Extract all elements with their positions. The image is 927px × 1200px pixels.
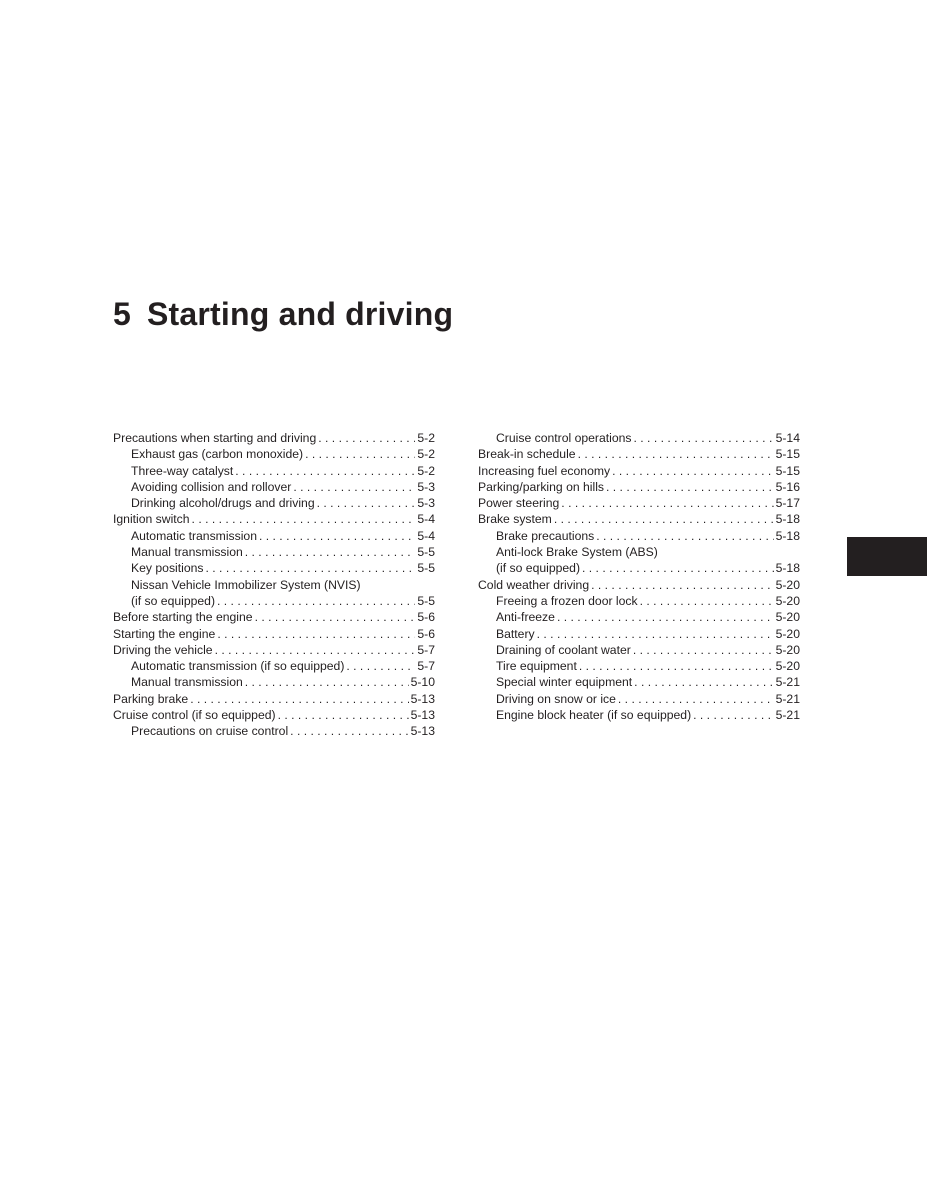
toc-entry[interactable] — [113, 528, 435, 544]
toc-entry-label: Precautions on cruise control — [131, 724, 289, 739]
toc-entry-label: Exhaust gas (carbon monoxide) — [131, 447, 304, 462]
toc-page-number: 5-3 — [417, 479, 435, 494]
toc-page-number: 5-6 — [417, 610, 435, 625]
dot-leader — [578, 446, 774, 462]
toc-entry[interactable] — [478, 479, 800, 495]
toc-page-number: 5-15 — [775, 447, 800, 462]
toc-page-number: 5-4 — [417, 528, 435, 543]
toc-page-number: 5-13 — [410, 724, 435, 739]
toc-page-number: 5-18 — [775, 528, 800, 543]
toc-entry-label: Brake system — [478, 512, 552, 527]
toc-entry-label: Tire equipment — [496, 659, 577, 674]
dot-leader — [190, 691, 408, 707]
toc-entry[interactable] — [113, 609, 435, 625]
toc-entry-label-cont: (if so equipped) — [496, 561, 581, 576]
dot-leader — [596, 528, 773, 544]
dot-leader — [215, 642, 416, 658]
toc-page-number: 5-3 — [417, 496, 435, 511]
toc-page-number: 5-21 — [775, 708, 800, 723]
dot-leader — [618, 691, 774, 707]
toc-entry[interactable] — [478, 528, 800, 544]
toc-entry[interactable] — [478, 707, 800, 723]
toc-entry-label: Ignition switch — [113, 512, 190, 527]
toc-entry[interactable] — [113, 626, 435, 642]
dot-leader — [192, 511, 416, 527]
toc-entry[interactable] — [478, 642, 800, 658]
toc-entry-label: Key positions — [131, 561, 204, 576]
toc-entry[interactable] — [113, 691, 435, 707]
toc-page-number: 5-15 — [775, 463, 800, 478]
dot-leader — [634, 430, 774, 446]
toc-entry-label: Automatic transmission — [131, 528, 257, 543]
toc-entry[interactable] — [478, 495, 800, 511]
toc-entry-label: Driving on snow or ice — [496, 691, 616, 706]
toc-entry[interactable] — [478, 446, 800, 462]
toc-entry[interactable] — [113, 430, 435, 446]
toc-entry[interactable] — [478, 626, 800, 642]
dot-leader — [255, 609, 416, 625]
toc-entry-label: Driving the vehicle — [113, 642, 213, 657]
dot-leader — [206, 560, 416, 576]
toc-page-number: 5-20 — [775, 642, 800, 657]
toc-entry[interactable] — [113, 723, 435, 739]
dot-leader — [217, 626, 415, 642]
toc-entry-label: Draining of coolant water — [496, 642, 631, 657]
toc-page-number: 5-4 — [417, 512, 435, 527]
toc-left-column — [113, 430, 435, 740]
toc-page-number: 5-13 — [410, 708, 435, 723]
dot-leader — [633, 642, 774, 658]
dot-leader — [259, 528, 415, 544]
dot-leader — [245, 674, 409, 690]
toc-entry-label: Increasing fuel economy — [478, 463, 611, 478]
toc-entry-label: Three-way catalyst — [131, 463, 234, 478]
toc-entry[interactable] — [478, 609, 800, 625]
toc-entry[interactable] — [113, 495, 435, 511]
toc-entry-label-cont: (if so equipped) — [131, 593, 216, 608]
toc-page-number: 5-16 — [775, 479, 800, 494]
toc-entry[interactable] — [113, 707, 435, 723]
toc-entry[interactable] — [478, 430, 800, 446]
toc-page-number: 5-18 — [775, 512, 800, 527]
toc-entry-label: Break-in schedule — [478, 447, 576, 462]
toc-entry-label: Anti-freeze — [496, 610, 555, 625]
toc-page-number: 5-21 — [775, 691, 800, 706]
toc-page-number: 5-5 — [417, 593, 435, 608]
toc-entry-label: Before starting the engine — [113, 610, 253, 625]
toc-page-number: 5-20 — [775, 593, 800, 608]
toc-entry[interactable] — [113, 560, 435, 576]
dot-leader — [290, 723, 408, 739]
toc-entry-label: Drinking alcohol/drugs and driving — [131, 496, 315, 511]
toc-page-number: 5-2 — [417, 447, 435, 462]
chapter-title-text: Starting and driving — [147, 296, 454, 332]
toc-entry[interactable] — [113, 658, 435, 674]
dot-leader — [591, 577, 773, 593]
toc-page-number: 5-20 — [775, 610, 800, 625]
toc-page-number: 5-7 — [417, 659, 435, 674]
dot-leader — [235, 463, 415, 479]
toc-entry[interactable] — [478, 511, 800, 527]
toc-entry[interactable] — [113, 577, 435, 610]
toc-entry[interactable] — [478, 463, 800, 479]
toc-entry[interactable] — [113, 674, 435, 690]
dot-leader — [634, 674, 773, 690]
toc-entry-label: Manual transmission — [131, 675, 243, 690]
toc-entry[interactable] — [113, 446, 435, 462]
dot-leader — [537, 626, 774, 642]
toc-entry-label: Special winter equipment — [496, 675, 633, 690]
dot-leader — [561, 495, 773, 511]
dot-leader — [346, 658, 415, 674]
toc-entry[interactable] — [478, 658, 800, 674]
dot-leader — [278, 707, 409, 723]
toc-entry[interactable] — [478, 674, 800, 690]
toc-entry-label: Precautions when starting and driving — [113, 431, 317, 445]
toc-entry-label: Manual transmission — [131, 545, 243, 560]
toc-page-number: 5-2 — [417, 463, 435, 478]
toc-entry-label: Power steering — [478, 496, 560, 511]
dot-leader — [579, 658, 774, 674]
toc-page-number: 5-7 — [417, 642, 435, 657]
toc-page-number: 5-20 — [775, 659, 800, 674]
toc-entry-label: Starting the engine — [113, 626, 216, 641]
dot-leader — [606, 479, 774, 495]
dot-leader — [305, 446, 415, 462]
toc-page-number: 5-17 — [775, 496, 800, 511]
toc-entry-label: Anti-lock Brake System (ABS) — [496, 545, 658, 560]
toc-entry[interactable] — [478, 544, 800, 577]
toc-entry-label: Cruise control operations — [496, 431, 632, 445]
toc-page-number: 5-13 — [410, 691, 435, 706]
toc-entry[interactable] — [113, 511, 435, 527]
dot-leader — [217, 593, 415, 609]
dot-leader — [640, 593, 774, 609]
dot-leader — [318, 430, 415, 446]
dot-leader — [554, 511, 774, 527]
dot-leader — [612, 463, 773, 479]
dot-leader — [245, 544, 416, 560]
toc-entry-label: Brake precautions — [496, 528, 595, 543]
dot-leader — [582, 560, 774, 576]
toc-page-number: 5-2 — [417, 431, 435, 445]
toc-entry[interactable] — [478, 593, 800, 609]
toc-entry[interactable] — [113, 479, 435, 495]
toc-entry[interactable] — [113, 463, 435, 479]
toc-entry-label: Battery — [496, 626, 535, 641]
toc-page-number: 5-20 — [775, 626, 800, 641]
chapter-number: 5 — [113, 296, 131, 332]
toc-entry[interactable] — [113, 642, 435, 658]
toc-entry-label: Nissan Vehicle Immobilizer System (NVIS) — [131, 577, 361, 592]
toc-page-number: 5-10 — [410, 675, 435, 690]
toc-entry-label: Freeing a frozen door lock — [496, 593, 638, 608]
toc-entry[interactable] — [478, 577, 800, 593]
toc-entry-label: Parking brake — [113, 691, 189, 706]
toc-right-column — [478, 430, 800, 723]
toc-page-number: 5-21 — [775, 675, 800, 690]
dot-leader — [693, 707, 773, 723]
toc-page-number: 5-18 — [775, 561, 800, 576]
toc-page-number: 5-6 — [417, 626, 435, 641]
toc-entry[interactable] — [113, 544, 435, 560]
chapter-title — [113, 296, 453, 333]
dot-leader — [317, 495, 416, 511]
toc-entry[interactable] — [478, 691, 800, 707]
toc-entry-label: Automatic transmission (if so equipped) — [131, 659, 345, 674]
toc-page-number: 5-5 — [417, 561, 435, 576]
dot-leader — [293, 479, 415, 495]
toc-entry-label: Engine block heater (if so equipped) — [496, 708, 692, 723]
chapter-thumb-tab — [847, 537, 927, 576]
toc-entry-label: Cold weather driving — [478, 577, 590, 592]
toc-entry-label: Cruise control (if so equipped) — [113, 708, 276, 723]
toc-page-number: 5-14 — [775, 431, 800, 445]
toc-entry-label: Avoiding collision and rollover — [131, 479, 292, 494]
toc-page-number: 5-20 — [775, 577, 800, 592]
dot-leader — [557, 609, 774, 625]
toc-entry-label: Parking/parking on hills — [478, 479, 605, 494]
toc-page-number: 5-5 — [417, 545, 435, 560]
